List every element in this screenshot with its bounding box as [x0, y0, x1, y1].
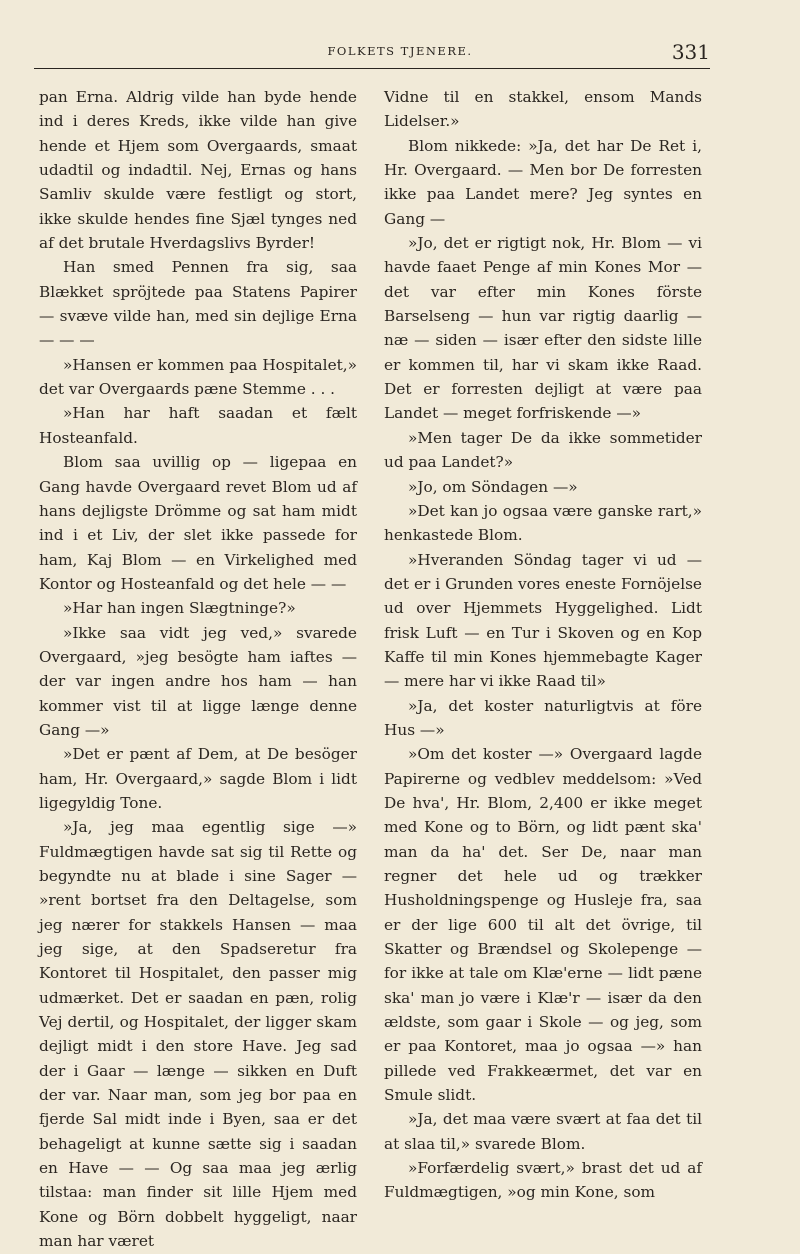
paragraph: Blom nikkede: »Ja, det har De Ret i, Hr. Overgaard. — Men bor De forresten ikke paa Landet mere? Jeg syntes en Gang —	[384, 136, 702, 228]
paragraph: »Forfærdelig svært,» brast det ud af Fuldmægtigen, »og min Kone, som	[384, 1159, 702, 1202]
page-number: 331	[671, 40, 710, 64]
paragraph: »Jo, om Söndagen —»	[408, 477, 578, 496]
paragraph: »Det er pænt af Dem, at De besöger ham, Hr. Overgaard,» sagde Blom i lidt ligegyldig Tone.	[39, 745, 357, 812]
paragraph: »Han har haft saadan et fælt Hosteanfald.	[39, 404, 357, 447]
paragraph: »Jo, det er rigtigt nok, Hr. Blom — vi havde faaet Penge af min Kones Mor — det var efter min Kones förste Barselseng — hun var rigtig daarlig — næ — siden — især efter den sidste lille er kommen til, har vi skam ikke Raad. Det er forresten dejligt at være paa Landet — meget forfriskende —»	[384, 234, 702, 423]
paragraph: Han smed Pennen fra sig, saa Blækket spröjtede paa Statens Papirer — svæve vilde han, med sin dejlige Erna — — —	[39, 258, 357, 350]
paragraph: »Har han ingen Slægtninge?»	[63, 599, 296, 618]
right-column	[384, 85, 702, 1205]
paragraph: »Det kan jo ogsaa være ganske rart,» henkastede Blom.	[384, 501, 702, 545]
paragraph: »Ja, jeg maa egentlig sige —» Fuldmægtigen havde sat sig til Rette og begyndte nu at blade i sine Sager — »rent bortset fra den Deltagelse, som jeg nærer for stakkels Hansen — maa jeg sige, at den Spadseretur fra Kontoret til Hospitalet, den passer mig udmærket. Det er saadan en pæn, rolig Vej dertil, og Hospitalet, der ligger skam dejligt midt i den store Have. Jeg sad der i Gaar — længe — sikken en Duft der var. Naar man, som jeg bor paa en fjerde Sal midt inde i Byen, saa er det behageligt at kunne sætte sig i saadan en Have — — Og saa maa jeg ærlig tilstaa: man finder sit lille Hjem med Kone og Börn dobbelt hyggeligt, naar man har været	[39, 818, 357, 1251]
paragraph: »Ja, det koster naturligtvis at före Hus —»	[384, 696, 702, 739]
paragraph: »Ja, det maa være svært at faa det til at slaa til,» svarede Blom.	[384, 1110, 702, 1153]
paragraph: pan Erna. Aldrig vilde han byde hende ind i deres Kreds, ikke vilde han give hende et Hjem som Overgaards, smaat udadtil og indadtil. Nej, Ernas og hans Samliv skulde være festligt og stort, ikke skulde hendes fine Sjæl tynges ned af det brutale Hverdagslivs Byrder!	[39, 88, 357, 253]
left-column	[39, 85, 357, 1254]
paragraph: »Hveranden Söndag tager vi ud — det er i Grunden vores eneste Fornöjelse ud over Hjemmets Hyggelighed. Lidt frisk Luft — en Tur i Skoven og en Kop Kaffe til min Kones hjemmebagte Kager — mere har vi ikke Raad til»	[384, 550, 702, 691]
paragraph: »Men tager De da ikke sommetider ud paa Landet?»	[384, 428, 702, 472]
header-rule	[34, 68, 710, 69]
paragraph: »Om det koster —» Overgaard lagde Papirerne og vedblev meddelsom: »Ved De hva', Hr. Blom, 2,400 er ikke meget med Kone og to Börn, og lidt pænt ska' man da ha' det. Ser De, naar man regner det hele ud og trækker Husholdningspenge og Husleje fra, saa er der lige 600 til alt det övrige, til Skatter og Brændsel og Skolepenge — for ikke at tale om Klæ'erne — lidt pæne ska' man jo være i Klæ'r — især da den ældste, som gaar i Skole — og jeg, som er paa Kontoret, maa jo ogsaa —» han pillede ved Frakkeærmet, det var en Smule slidt.	[384, 745, 702, 1105]
running-title: FOLKETS TJENERE.	[327, 44, 473, 58]
paragraph: Vidne til en stakkel, ensom Mands Lidelser.»	[384, 88, 702, 131]
paragraph: Blom saa uvillig op — ligepaa en Gang havde Overgaard revet Blom ud af hans dejligste Drömme og sat ham midt ind i et Liv, der slet ikke passede for ham, Kaj Blom — en Virkelighed med Kontor og Hosteanfald og det hele — —	[39, 453, 357, 593]
paragraph: »Hansen er kommen paa Hospitalet,» det var Overgaards pæne Stemme . . .	[39, 355, 357, 399]
paragraph: »Ikke saa vidt jeg ved,» svarede Overgaard, »jeg besögte ham iaftes — der var ingen andre hos ham — han kommer vist til at ligge længe denne Gang —»	[39, 623, 357, 739]
